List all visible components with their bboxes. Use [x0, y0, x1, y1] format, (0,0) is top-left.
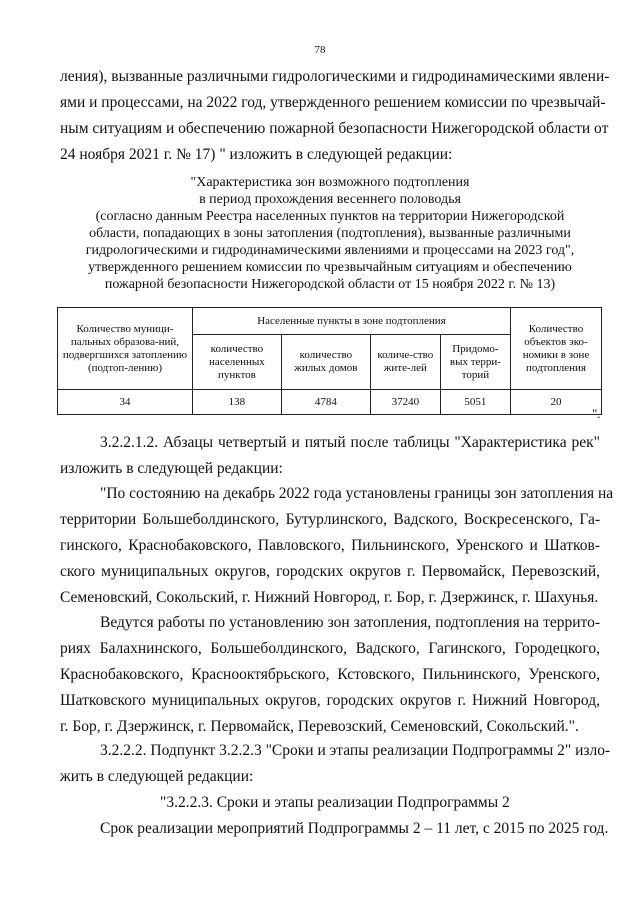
- paragraph-term: [60, 816, 609, 842]
- heading-line: гидрологическими и гидродинамическими явлениями и процессами на 2023 год",: [85, 243, 575, 258]
- paragraph-status: [60, 481, 614, 611]
- paragraph-works: [60, 610, 600, 740]
- subheader-residents-count: количе-ство жите-лей: [370, 335, 440, 390]
- text-line: ями и процессами, на 2022 год, утвержденного решением комиссии по чрезвычай-: [60, 94, 606, 111]
- header-municipalities: Количество муници-пальных образова-ний, подвергшихся затоплению (подтоп-лению): [58, 308, 193, 390]
- closing-quote: ".: [592, 406, 601, 421]
- paragraph-3-2-2-2: [60, 738, 611, 790]
- table-cell: 4784: [281, 390, 370, 415]
- subsection-title: [60, 790, 600, 816]
- header-settlements-group: Населенные пункты в зоне подтопления: [192, 308, 510, 335]
- table-heading: [60, 174, 600, 293]
- text-line: Шатковского муниципальных округов, городских округов г. Нижний Новгород,: [60, 692, 600, 709]
- subheader-settlements-count: количество населенных пунктов: [192, 335, 281, 390]
- text-line: риях Балахнинского, Большеболдинского, Вадского, Гагинского, Городецкого,: [60, 640, 600, 657]
- text-line: гинского, Краснобаковского, Павловского, Пильнинского, Уренского и Шатков-: [60, 537, 600, 554]
- text-line: 3.2.2.1.2. Абзацы четвертый и пятый после таблицы "Характеристика рек": [100, 434, 600, 451]
- text-line: 3.2.2.2. Подпункт 3.2.2.3 "Сроки и этапы реализации Подпрограммы 2" изло-: [100, 742, 611, 759]
- text-line: ления), вызванные различными гидрологическими и гидродинамическими явлени-: [60, 68, 610, 85]
- table-cell: 138: [192, 390, 281, 415]
- table-cell: 5051: [440, 390, 510, 415]
- page-number: 78: [314, 44, 326, 56]
- heading-line: пожарной безопасности Нижегородской области от 15 ноября 2022 г. № 13): [104, 277, 556, 292]
- text-line: 24 ноября 2021 г. № 17) " изложить в следующей редакции:: [60, 146, 453, 163]
- text-line: "3.2.2.3. Сроки и этапы реализации Подпрограммы 2: [160, 794, 510, 811]
- intro-paragraph: [60, 64, 610, 168]
- subheader-houses-count: количество жилых домов: [281, 335, 370, 390]
- text-line: Краснобаковского, Краснооктябрьского, Кстовского, Пильнинского, Уренского,: [60, 666, 600, 683]
- text-line: Срок реализации мероприятий Подпрограммы 2 – 11 лет, с 2015 по 2025 год.: [100, 820, 609, 837]
- table-cell: 20: [510, 390, 601, 415]
- text-line: "По состоянию на декабрь 2022 года установлены границы зон затопления на: [100, 485, 614, 502]
- paragraph-3-2-2-1-2: [60, 430, 600, 482]
- table-cell: 34: [58, 390, 193, 415]
- table-header-row: [58, 308, 602, 335]
- heading-line: области, попадающих в зоны затопления (подтопления), вызванные различными: [89, 226, 571, 241]
- text-line: территории Большеболдинского, Бутурлинского, Вадского, Воскресенского, Га-: [60, 511, 600, 528]
- text-line: г. Бор, г. Дзержинск, г. Первомайск, Перевозский, Семеновский, Сокольский.".: [60, 718, 579, 735]
- text-line: Семеновский, Сокольский, г. Нижний Новгород, г. Бор, г. Дзержинск, г. Шахунья.: [60, 589, 599, 606]
- header-economic-objects: Количество объектов эко-номики в зоне подтопления: [510, 308, 601, 390]
- table-cell: 37240: [370, 390, 440, 415]
- flood-zone-table: [57, 307, 602, 415]
- subheader-territories: Придомо-вых терри-торий: [440, 335, 510, 390]
- text-line: жить в следующей редакции:: [60, 768, 254, 785]
- text-line: изложить в следующей редакции:: [60, 460, 283, 477]
- heading-line: утвержденного решением комиссии по чрезвычайным ситуациям и обеспечению: [88, 260, 572, 275]
- heading-line: (согласно данным Реестра населенных пунктов на территории Нижегородской: [95, 209, 565, 224]
- table-row: [58, 390, 602, 415]
- text-line: ным ситуациям и обеспечению пожарной безопасности Нижегородской области от: [60, 120, 609, 137]
- text-line: Ведутся работы по установлению зон затопления, подтопления на террито-: [100, 614, 600, 631]
- text-line: ского муниципальных округов, городских округов г. Первомайск, Перевозский,: [60, 563, 600, 580]
- heading-line: в период прохождения весеннего половодья: [199, 192, 461, 207]
- heading-line: "Характеристика зон возможного подтопления: [190, 175, 470, 190]
